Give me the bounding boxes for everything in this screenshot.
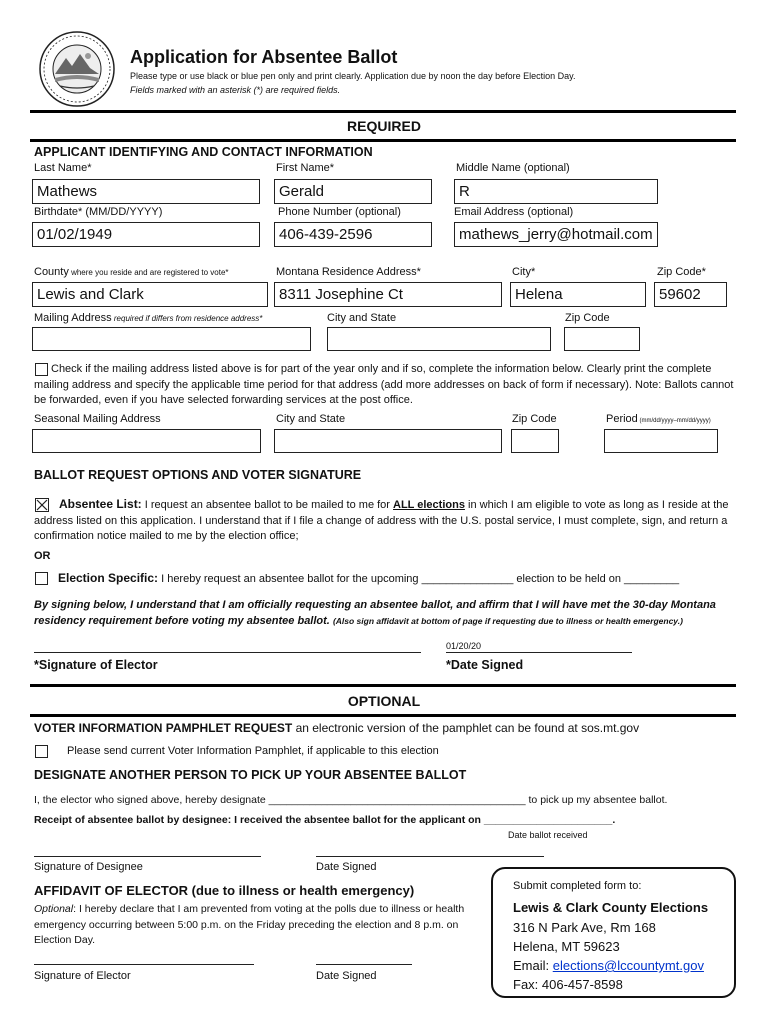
identifying-heading: APPLICANT IDENTIFYING AND CONTACT INFORMATION (34, 145, 373, 159)
form-title: Application for Absentee Ballot (130, 47, 398, 67)
mailing-city-label: City and State (327, 312, 397, 324)
affidavit-body: : I hereby declare that I am prevented from voting at the polls due to illness or health emergency occurring between 5:00 p.m. on the Friday preceding the election and 8 p.m. on Election Day. (34, 903, 465, 946)
mailing-zip-label: Zip Code (565, 312, 610, 324)
seasonal-address-label: Seasonal Mailing Address (34, 413, 161, 425)
state-seal (38, 30, 116, 108)
required-bottom-rule (30, 139, 736, 142)
affirmation-body: By signing below, I understand that I am officially requesting an absentee ballot, and affirm that I will have met the 30-day Montana residency requirement before voting my absentee ballot. (34, 599, 716, 627)
absentee-list-title: Absentee List: (59, 497, 142, 511)
designee-date-label: Date Signed (316, 861, 377, 873)
pamphlet-heading: VOTER INFORMATION PAMPHLET REQUEST (34, 721, 293, 735)
elector-signature-line[interactable] (34, 652, 421, 653)
mailing-label-sub: required if differs from residence address* (111, 314, 263, 323)
date-signed-label: *Date Signed (446, 658, 524, 672)
county-label-main: County (34, 266, 69, 278)
pamphlet-text: an electronic version of the pamphlet can be found at sos.mt.gov (292, 721, 640, 735)
required-top-rule (30, 110, 736, 113)
instructions-text: Please type or use black or blue pen only and print clearly. Application due by noon the day before Election Day. (130, 71, 576, 81)
zip-field[interactable]: 59602 (654, 282, 727, 307)
seasonal-city-field[interactable] (274, 429, 502, 453)
submit-box (491, 867, 736, 998)
required-fields-note: Fields marked with an asterisk (*) are required fields. (130, 85, 341, 95)
first-name-label: First Name* (276, 162, 335, 174)
middle-name-label: Middle Name (optional) (456, 162, 570, 174)
designee-heading: DESIGNATE ANOTHER PERSON TO PICK UP YOUR ABSENTEE BALLOT (34, 768, 467, 782)
seasonal-text (34, 362, 734, 409)
seasonal-address-field[interactable] (32, 429, 261, 453)
residence-label: Montana Residence Address* (276, 266, 421, 278)
election-specific-text (58, 571, 679, 585)
optional-heading: OPTIONAL (347, 693, 421, 709)
phone-label: Phone Number (optional) (278, 206, 401, 218)
designee-signature-label: Signature of Designee (34, 861, 143, 873)
submit-email-link[interactable]: elections@lccountymt.gov (552, 958, 704, 973)
period-label (606, 413, 711, 425)
last-name-label: Last Name* (34, 162, 92, 174)
absentee-text-b: in which I am eligible to vote as long as I reside at the address listed on this application. I understand that if I file a change of address with the U.S. postal service, I must complete, sign, and return a confirmation notice mailed to me by the election office; (34, 499, 729, 542)
mailing-city-field[interactable] (327, 327, 551, 351)
election-specific-title: Election Specific: (58, 571, 159, 585)
submit-email-row (513, 958, 704, 973)
submit-street: 316 N Park Ave, Rm 168 (513, 920, 656, 935)
email-field[interactable]: mathews_jerry@hotmail.com (454, 222, 658, 247)
or-text: OR (34, 550, 51, 562)
required-heading: REQUIRED (347, 118, 421, 134)
signature-label: *Signature of Elector (34, 658, 158, 672)
optional-bottom-rule (30, 714, 736, 717)
affidavit-signature-line[interactable] (34, 964, 254, 965)
receipt-text: Receipt of absentee ballot by designee: I received the absentee ballot for the applicant on ______________________. (34, 814, 616, 826)
seasonal-zip-label: Zip Code (512, 413, 557, 425)
affidavit-text (34, 902, 484, 949)
county-label (34, 266, 229, 278)
middle-name-field[interactable]: R (454, 179, 658, 204)
last-name-field[interactable]: Mathews (32, 179, 260, 204)
submit-fax: Fax: 406-457-8598 (513, 977, 623, 992)
submit-office: Lewis & Clark County Elections (513, 900, 709, 915)
email-label: Email Address (optional) (454, 206, 574, 218)
election-specific-body: I hereby request an absentee ballot for the upcoming _______________ election to be held on _________ (158, 573, 680, 585)
submit-intro: Submit completed form to: (513, 880, 642, 892)
designee-date-line[interactable] (316, 856, 544, 857)
submit-city: Helena, MT 59623 (513, 939, 620, 954)
date-signed-value: 01/20/20 (446, 641, 482, 651)
period-label-main: Period (606, 413, 638, 425)
first-name-field[interactable]: Gerald (274, 179, 432, 204)
date-signed-line[interactable] (446, 652, 632, 653)
residence-field[interactable]: 8311 Josephine Ct (274, 282, 502, 307)
phone-field[interactable]: 406-439-2596 (274, 222, 432, 247)
seasonal-zip-field[interactable] (511, 429, 559, 453)
election-specific-checkbox[interactable] (35, 572, 48, 585)
affidavit-heading: AFFIDAVIT OF ELECTOR (due to illness or health emergency) (34, 883, 415, 898)
absentee-list-text (34, 497, 736, 545)
designee-signature-line[interactable] (34, 856, 261, 857)
pamphlet-checkbox[interactable] (35, 745, 48, 758)
period-field[interactable] (604, 429, 718, 453)
ballot-heading: BALLOT REQUEST OPTIONS AND VOTER SIGNATURE (34, 468, 362, 482)
affirmation-note: (Also sign affidavit at bottom of page if requesting due to illness or health emergency.) (332, 615, 683, 626)
affidavit-date-label: Date Signed (316, 970, 377, 982)
designee-text: I, the elector who signed above, hereby designate ____________________________________________ to pick up my absentee ballot. (34, 794, 668, 806)
seasonal-text-body: Check if the mailing address listed above is for part of the year only and if so, complete the information below. Clearly print the complete mailing address and specify the applicable time period for that address (add more addresses on back of form if necessary). Note: Ballots cannot be forwarded, even if you have selected forwarding services at the post office. (34, 363, 734, 406)
birthdate-label: Birthdate* (MM/DD/YYYY) (34, 206, 163, 218)
birthdate-field[interactable]: 01/02/1949 (32, 222, 260, 247)
pamphlet-check-text: Please send current Voter Information Pamphlet, if applicable to this election (67, 745, 439, 757)
affidavit-date-line[interactable] (316, 964, 412, 965)
affidavit-signature-label: Signature of Elector (34, 970, 131, 982)
absentee-text-all: ALL elections (393, 499, 465, 511)
county-label-sub: where you reside and are registered to vote* (68, 268, 229, 277)
affirmation-text (34, 598, 736, 629)
mailing-label (34, 312, 262, 324)
seasonal-city-label: City and State (276, 413, 346, 425)
affidavit-optional: Optional (34, 903, 74, 915)
pamphlet-heading-row (34, 721, 639, 735)
date-received-label: Date ballot received (508, 830, 588, 840)
submit-email-label: Email: (513, 958, 553, 973)
absentee-text-a: I request an absentee ballot to be mailed to me for (141, 499, 394, 511)
mailing-label-main: Mailing Address (34, 312, 112, 324)
city-field[interactable]: Helena (510, 282, 646, 307)
mailing-address-field[interactable] (32, 327, 311, 351)
county-field[interactable]: Lewis and Clark (32, 282, 268, 307)
city-label: City* (512, 266, 536, 278)
mailing-zip-field[interactable] (564, 327, 640, 351)
optional-top-rule (30, 684, 736, 687)
zip-label: Zip Code* (657, 266, 706, 278)
period-label-sub: (mm/dd/yyyy–mm/dd/yyyy) (637, 418, 711, 424)
